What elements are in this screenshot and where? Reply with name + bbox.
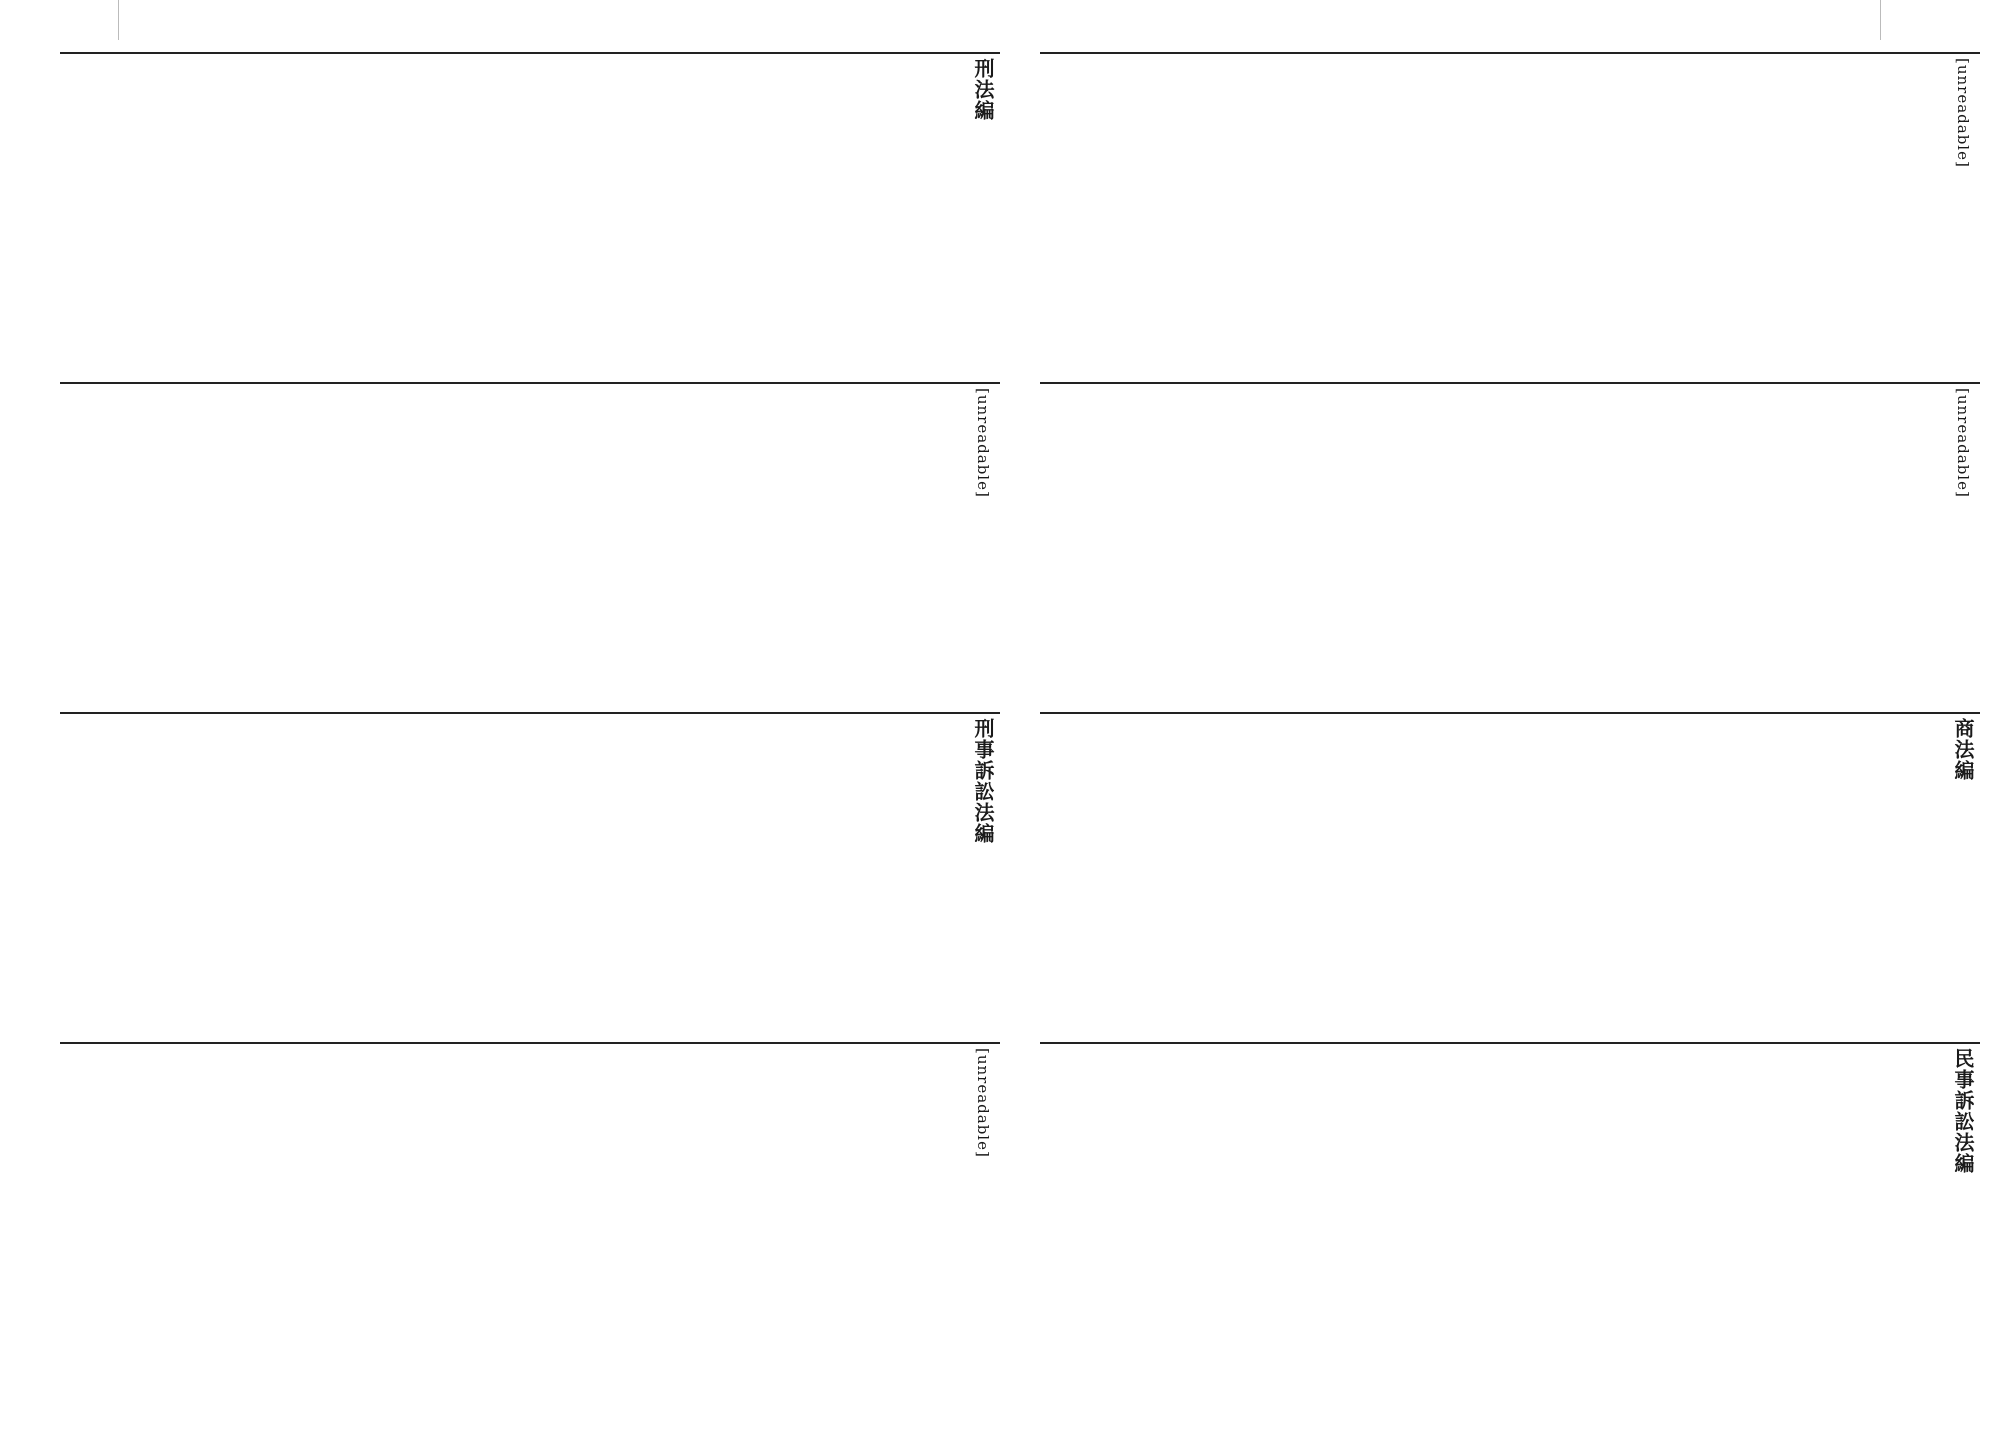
page-gutter-right (1880, 0, 1881, 40)
band-rule (60, 1042, 1000, 1044)
toc-band (1040, 1048, 1980, 1358)
section-heading: 商法編 (1951, 718, 1975, 781)
section-heading: 民事訴訟法編 (1951, 1048, 1975, 1174)
toc-band (60, 388, 1000, 698)
left-page (60, 40, 1000, 1390)
band-rule (1040, 52, 1980, 54)
right-page (1040, 40, 1980, 1390)
band-rule (1040, 382, 1980, 384)
toc-entry: [unreadable] (974, 1048, 992, 1158)
toc-entry: [unreadable] (1954, 58, 1972, 168)
toc-band (1040, 58, 1980, 368)
toc-band (60, 58, 1000, 368)
toc-entry: [unreadable] (1954, 388, 1972, 498)
band-rule (1040, 1042, 1980, 1044)
band-rule (1040, 712, 1980, 714)
toc-band (1040, 388, 1980, 698)
section-heading: 刑事訴訟法編 (971, 718, 995, 844)
band-rule (60, 712, 1000, 714)
page-gutter-left (118, 0, 119, 40)
toc-band (60, 1048, 1000, 1358)
toc-band (60, 718, 1000, 1028)
toc-band (1040, 718, 1980, 1028)
band-rule (60, 52, 1000, 54)
toc-entry: [unreadable] (974, 388, 992, 498)
band-rule (60, 382, 1000, 384)
section-heading: 刑法編 (971, 58, 995, 121)
